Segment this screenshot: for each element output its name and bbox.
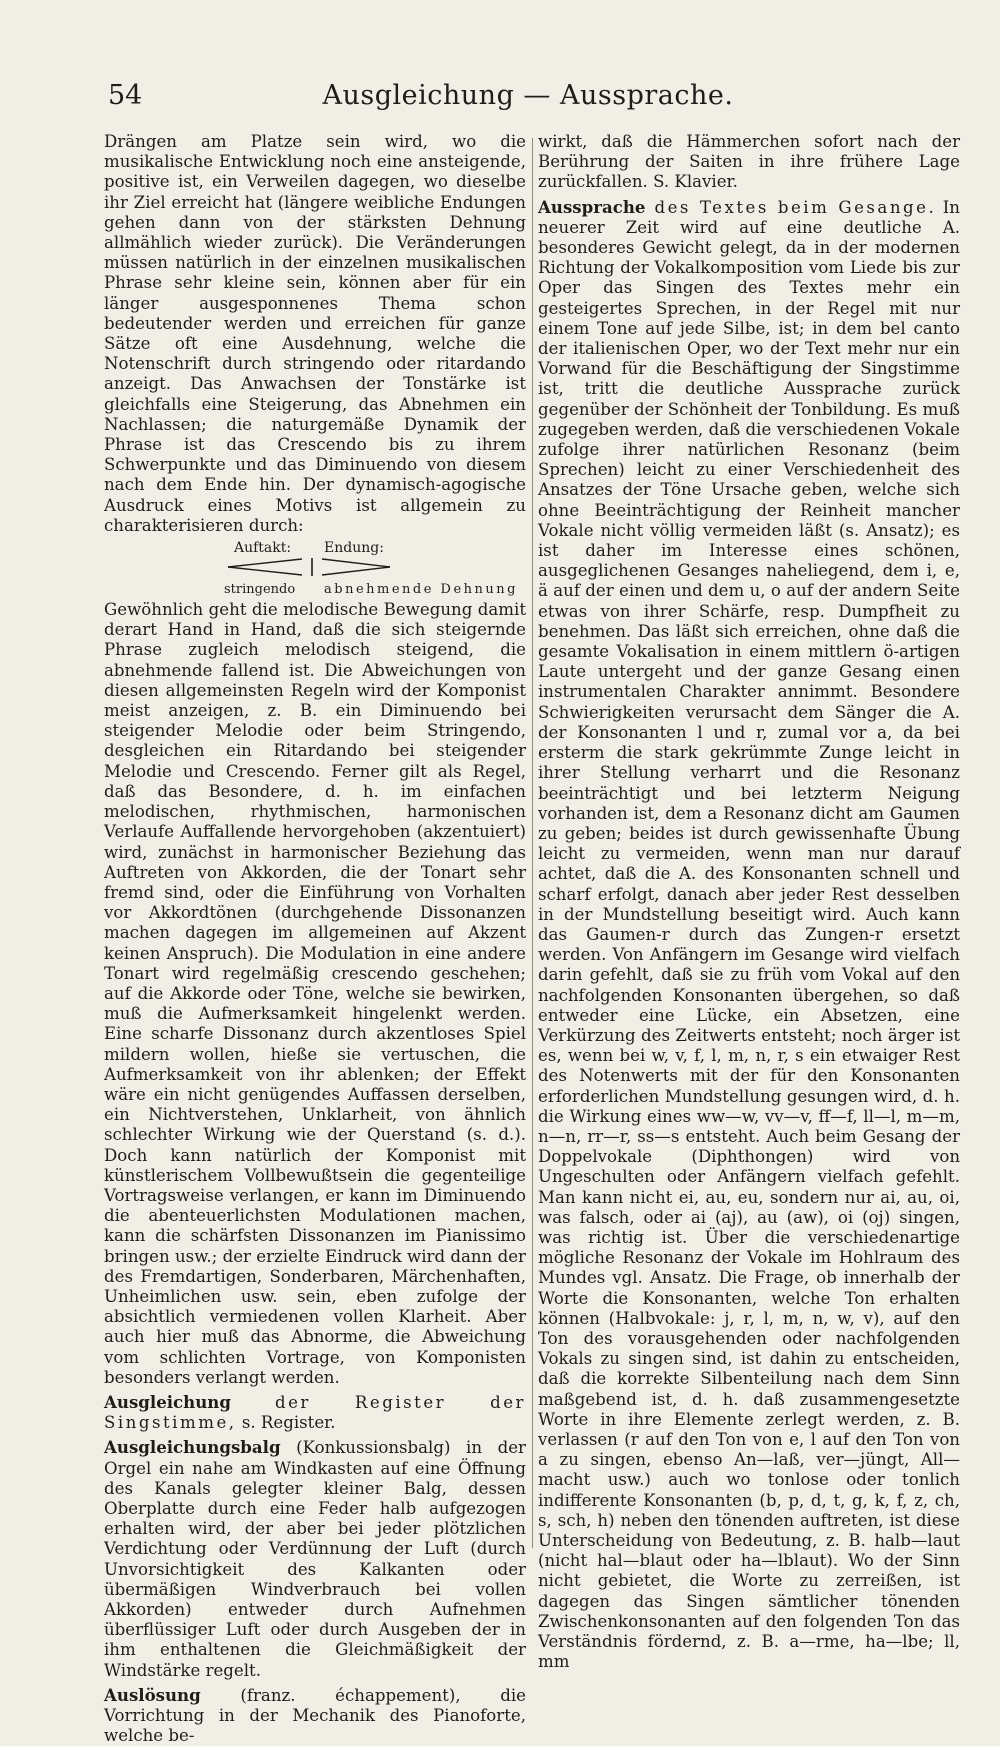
paragraph: Gewöhnlich geht die melodische Bewegung damit derart Hand in Hand, daß die sich steigernde Phrase zugleich melodisch steigend, die abnehmende fallend ist. Die Abweichungen von diesen allgemeinsten Regeln wird der Komponist meist anzeigen, z. B. ein Diminuendo bei steigender Melodie oder beim Stringendo, desgleichen ein Ritardando bei steigender Melodie und Crescendo. Ferner gilt als Regel, daß das Besondere, d. h. im einfachen melodischen, rhythmischen, harmonischen Verlaufe Auffallende hervorgehoben (akzentuiert) wird, zunächst in harmonischer Beziehung das Auftreten von Akkorden, die der Tonart sehr fremd sind, oder die Einführung von Vorhalten vor Akkordtönen (durchgehende Dissonanzen machen dagegen im allgemeinen auf Akzent keinen Anspruch). Die Modulation in eine andere Tonart wird regelmäßig crescendo geschehen; auf die Akkorde oder Töne, welche sie bewirken, muß die Aufmerksamkeit hingelenkt werden. Eine scharfe Dissonanz durch akzentloses Spiel mildern wollen, hieße sie vertuschen, die Aufmerksamkeit von ihr ablenken; der Effekt wäre ein nicht genügendes Auffassen derselben, ein Nichtverstehen, Unklarheit, von ähnlich schlechter Wirkung wie der Querstand (s. d.). Doch kann natürlich der Komponist mit künstlerischem Vollbewußtsein die gegenteilige Vortragsweise verlangen, er kann im Diminuendo die abenteuerlichsten Modulationen machen, kann die schärfsten Dissonanzen im Pianissimo bringen usw.; der erzielte Eindruck wird dann der des Fremdartigen, Sonderbaren, Märchenhaften, Unheimlichen usw. sein, eben zufolge der absichtlich vermiedenen vollen Klarheit. Aber auch hier muß das Abnorme, die Abweichung vom schlichten Vortrage, von Komponisten besonders verlangt werden. <box>104 600 526 1387</box>
caption-abnehmende-dehnung: abnehmende Dehnung <box>324 582 518 598</box>
caption-stringendo: stringendo <box>224 582 296 598</box>
entry-subtitle: des Textes beim Gesange. <box>645 197 937 217</box>
page-header <box>108 80 948 120</box>
entry-text: In neuerer Zeit wird auf eine deutliche A. besonderes Gewicht gelegt, da in der modernen Richtung der Vokalkomposition vom Liede bis zur Oper das Singen des Textes mehr ein gesteigertes Sprechen, in der Regel mit nur einem Tone auf jede Silbe, ist; in dem bel canto der italienischen Oper, wo der Text mehr nur ein Vorwand für die Beschäftigung der Singstimme ist, tritt die deutliche Aussprache zurück gegenüber der Schönheit der Tonbildung. Es muß zugegeben werden, daß die verschiedenen Vokale zufolge ihrer natürlichen Resonanz (beim Sprechen) leicht zu einer Verschiedenheit des Ansatzes der Töne Ursache geben, welche sich ohne Beeinträchtigung der Reinheit mancher Vokale nicht völlig vermeiden läßt (s. Ansatz); es ist daher im Interesse eines schönen, ausgeglichenen Gesanges naheliegend, dem i, e, ä auf der einen und dem u, o auf der andern Seite etwas von ihrer Schärfe, resp. Dumpfheit zu benehmen. Das läßt sich erreichen, ohne daß die gesamte Vokalisation in einem mittlern ö-artigen Laute untergeht und der ganze Gesang einen instrumentalen Charakter annimmt. Besondere Schwierigkeiten verursacht dem Sänger die A. der Konsonanten l und r, zumal vor a, da bei ersterm die stark gekrümmte Zunge leicht in ihrer Stellung verharrt und die Resonanz beeinträchtigt und bei letzterm Neigung vorhanden ist, dem a Resonanz dicht am Gaumen zu geben; beides ist durch gewissenhafte Übung leicht zu vermeiden, wenn man nur darauf achtet, daß die A. des Konsonanten schnell und scharf erfolgt, danach aber jeder Rest desselben in der Mundstellung beseitigt wird. Auch kann das Gaumen-r durch das Zungen-r ersetzt werden. Von Anfängern im Gesange wird vielfach darin gefehlt, daß sie zu früh vom Vokal auf den nachfolgenden Konsonanten übergehen, so daß entweder eine Lücke, ein Absetzen, eine Verkürzung des Zeitwerts entsteht; noch ärger ist es, wenn bei w, v, f, l, m, n, r, s ein etwaiger Rest des Notenwerts mit der für den Konsonanten erforderlichen Mundstellung gesungen wird, d. h. die Wirkung eines ww—w, vv—v, ff—f, ll—l, m—m, n—n, rr—r, ss—s entsteht. Auch beim Gesang der Doppelvokale (Diphthongen) wird von Ungeschulten oder Anfängern vielfach gefehlt. Man kann nicht ei, au, eu, sondern nur ai, au, oi, was falsch, oder ai (aj), au (aw), oi (oj) singen, was richtig ist. Über die verschiedenartige mögliche Resonanz der Vokale im Hohlraum des Mundes vgl. Ansatz. Die Frage, ob innerhalb der Worte die Konsonanten, welche Ton erhalten können (Halbvokale: j, r, l, m, n, w, v), auf den Ton des vorausgehenden oder nachfolgenden Vokals zu singen sind, ist dahin zu entscheiden, daß die korrekte Silbenteilung nach dem Sinn maßgebend ist, d. h. daß zusammengesetzte Worte in ihre Elemente zerlegt werden, z. B. verlassen (r auf den Ton von e, l auf den Ton von a zu singen, ebenso An—laß, ver—jüngt, All—macht usw.) auch wo tonlose oder tonlich indifferente Konsonanten (b, p, d, t, g, k, f, z, ch, s, sch, h) neben den tönenden auftreten, ist diese Unterscheidung von Bedeutung, z. B. halb—laut (nicht hal—blaut oder ha—lblaut). Wo der Sinn nicht gebietet, die Worte zu zerreißen, ist dagegen das Singen sämtlicher tönenden Zwischenkonsonanten auf den folgenden Ton das Verständnis fördernd, z. B. a—rme, ha—lbe; ll, mm <box>538 197 960 1672</box>
entry-subtitle: der Register der Singstimme, <box>104 1392 526 1433</box>
paragraph: wirkt, daß die Hämmerchen sofort nach der Berührung der Saiten in ihre frühere Lage zurückfallen. S. Klavier. <box>538 132 960 192</box>
entry-text: (Konkussionsbalg) in der Orgel ein nahe am Windkasten auf eine Öffnung des Kanals gelegter kleiner Balg, dessen Oberplatte durch eine Feder halb aufgezogen erhalten wird, der aber bei jeder plötzlichen Verdichtung oder Verdünnung der Luft (durch Unvorsichtigkeit des Kalkanten oder übermäßigen Windverbrauch bei vollen Akkorden) entweder durch Aufnehmen überflüssiger Luft oder durch Ausgeben der in ihm enthaltenen die Gleichmäßigkeit der Windstärke regelt. <box>104 1438 526 1680</box>
diagram-label-auftakt: Auftakt: <box>234 540 292 557</box>
column-divider <box>532 138 533 1548</box>
entry-aussprache <box>538 197 960 1673</box>
dynamics-diagram <box>104 538 526 598</box>
left-column <box>104 132 526 1746</box>
paragraph: Drängen am Platze sein wird, wo die musikalische Entwicklung noch eine ansteigende, positive ist, ein Verweilen dagegen, wo dieselbe ihr Ziel erreicht hat (längere weibliche Endungen gehen dann von der stärksten Dehnung allmählich wieder zurück). Die Veränderungen müssen natürlich in der einzelnen musikalischen Phrase sehr kleine sein, können aber für ein länger ausgesponnenes Thema schon bedeutender werden und erreichen für ganze Sätze oft eine Ausdehnung, welche die Notenschrift durch stringendo oder ritardando anzeigt. Das Anwachsen der Tonstärke ist gleichfalls eine Steigerung, das Abnehmen ein Nachlassen; die naturgemäße Dynamik der Phrase ist das Crescendo bis zu ihrem Schwerpunkte und das Diminuendo von diesem nach dem Ende hin. Der dynamisch-agogische Ausdruck eines Motivs ist allgemein zu charakterisieren durch: <box>104 132 526 535</box>
headword: Ausgleichung <box>104 1391 231 1412</box>
diagram-label-endung: Endung: <box>324 540 384 557</box>
entry-reference: s. Register. <box>236 1413 336 1433</box>
text-columns <box>104 132 960 1746</box>
diminuendo-upper-line <box>322 559 390 567</box>
running-title: Ausgleichung — Aussprache. <box>322 80 734 111</box>
headword: Ausgleichungsbalg <box>104 1437 281 1458</box>
headword: Auslösung <box>104 1684 201 1705</box>
entry-ausgleichungsbalg <box>104 1437 526 1680</box>
entry-ausloesung <box>104 1685 526 1746</box>
headword: Aussprache <box>538 196 646 217</box>
right-column <box>538 132 960 1672</box>
diminuendo-lower-line <box>322 567 390 575</box>
crescendo-diminuendo-hairpins <box>224 556 394 578</box>
page-number: 54 <box>108 80 143 111</box>
entry-ausgleichung <box>104 1392 526 1433</box>
crescendo-lower-line <box>228 567 302 575</box>
entry-text: (franz. échappement), die Vorrichtung in der Mechanik des Pianoforte, welche be- <box>104 1685 526 1746</box>
crescendo-upper-line <box>228 559 302 567</box>
